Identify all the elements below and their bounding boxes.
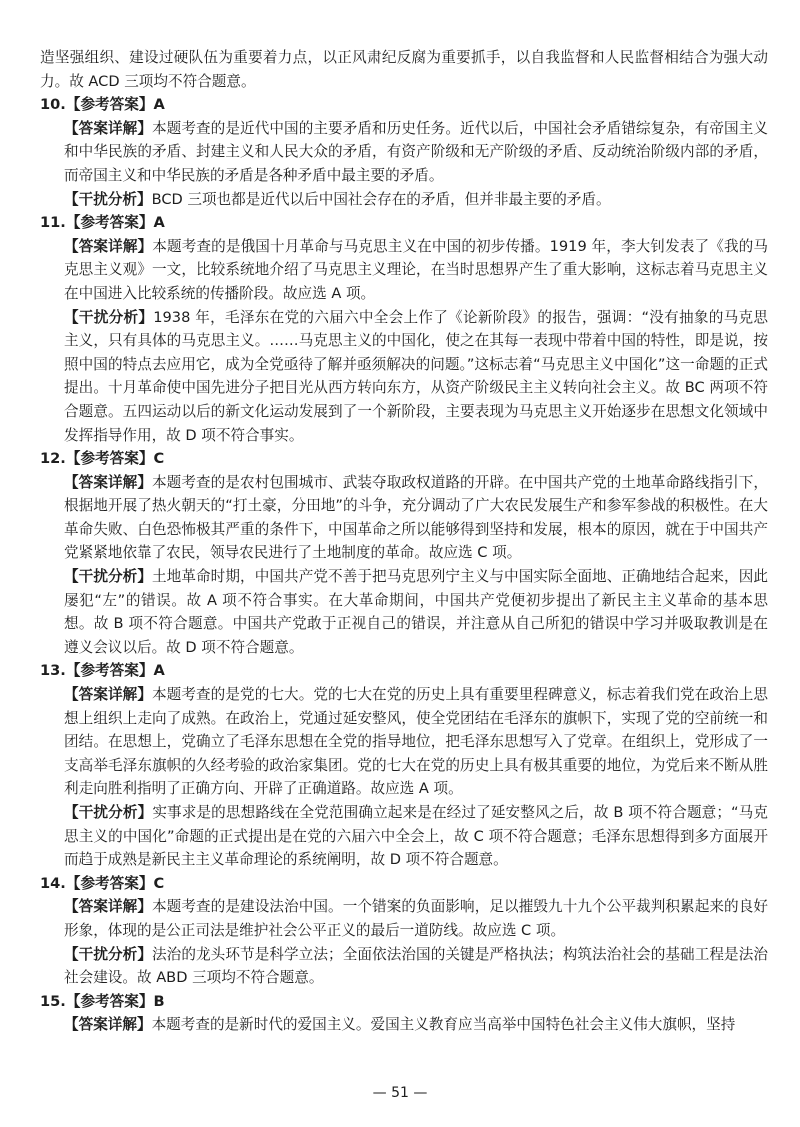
question-11: [40, 211, 768, 447]
detail-label: 【答案详解】: [64, 473, 153, 491]
answer-line: [40, 211, 768, 235]
answer-value: A: [153, 96, 165, 114]
detail-paragraph: [40, 471, 768, 565]
page-number: — 51 —: [372, 1085, 428, 1101]
detail-text: 本题考查的是俄国十月革命与马克思主义在中国的初步传播。1919 年，李大钊发表了《我的马克思主义观》一文，比较系统地介绍了马克思主义理论，在当时思想界产生了重大影响，这标志着马克思主义在中国进入比较系统的传播阶段。故应选 A 项。: [64, 237, 768, 302]
distract-text: 法治的龙头环节是科学立法；全面依法治国的关键是严格执法；构筑法治社会的基础工程是法治社会建设。故 ABD 三项均不符合题意。: [64, 945, 768, 987]
detail-text: 本题考查的是党的七大。党的七大在党的历史上具有重要里程碑意义，标志着我们党在政治上思想上组织上走向了成熟。在政治上，党通过延安整风，使全党团结在毛泽东的旗帜下，实现了党的空前统一和团结。在思想上，党确立了毛泽东思想在全党的指导地位，把毛泽东思想写入了党章。在组织上，党形成了一支高举毛泽东旗帜的久经考验的政治家集团。党的七大在党的历史上具有极其重要的地位，为党后来不断从胜利走向胜利指明了正确方向、开辟了正确道路。故应选 A 项。: [64, 686, 768, 798]
question-14: [40, 872, 768, 990]
question-12: [40, 447, 768, 659]
question-number: 14.: [40, 874, 66, 892]
distract-paragraph: [40, 565, 768, 659]
answer-label: 【参考答案】: [65, 992, 154, 1010]
answer-label: 【参考答案】: [65, 96, 154, 114]
distract-paragraph: [40, 943, 768, 990]
detail-paragraph: [40, 683, 768, 801]
question-number: 11.: [40, 214, 66, 232]
question-10: [40, 93, 768, 211]
answer-value: A: [153, 214, 165, 232]
detail-text: 本题考查的是近代中国的主要矛盾和历史任务。近代以后，中国社会矛盾错综复杂，有帝国主义和中华民族的矛盾、封建主义和人民大众的矛盾，有资产阶级和无产阶级的矛盾、反动统治阶级内部的矛盾，而帝国主义和中华民族的矛盾是各种矛盾中最主要的矛盾。: [64, 119, 768, 184]
answer-line: [40, 447, 768, 471]
answer-line: [40, 659, 768, 683]
answer-line: [40, 990, 768, 1014]
detail-paragraph: [40, 1013, 768, 1037]
answer-value: B: [153, 992, 165, 1010]
answer-value: C: [153, 450, 165, 468]
detail-label: 【答案详解】: [64, 237, 153, 255]
distract-text: BCD 三项也都是近代以后中国社会存在的矛盾，但并非最主要的矛盾。: [151, 190, 611, 208]
question-15: [40, 990, 768, 1037]
distract-paragraph: [40, 306, 768, 448]
question-13: [40, 659, 768, 871]
detail-label: 【答案详解】: [64, 686, 153, 704]
answer-line: [40, 872, 768, 896]
detail-text: 本题考查的是新时代的爱国主义。爱国主义教育应当高举中国特色社会主义伟大旗帜，坚持: [151, 1016, 736, 1034]
answer-value: A: [153, 662, 165, 680]
answer-label: 【参考答案】: [65, 662, 154, 680]
question-number: 13.: [40, 662, 66, 680]
continuation-paragraph: 造坚强组织、建设过硬队伍为重要着力点，以正风肃纪反腐为重要抓手，以自我监督和人民监督相结合为强大动力。故 ACD 三项均不符合题意。: [40, 49, 768, 90]
distract-label: 【干扰分析】: [64, 568, 153, 586]
page-content: [40, 46, 768, 1037]
question-number: 10.: [40, 96, 66, 114]
detail-label: 【答案详解】: [64, 898, 153, 916]
distract-label: 【干扰分析】: [64, 190, 152, 208]
answer-value: C: [153, 874, 165, 892]
distract-text: 土地革命时期，中国共产党不善于把马克思列宁主义与中国实际全面地、正确地结合起来，因此屡犯“左”的错误。故 A 项不符合事实。在大革命期间，中国共产党便初步提出了新民主主义革命的基本思想。故 B 项不符合题意。中国共产党敢于正视自己的错误，并注意从自己所犯的错误中学习并吸取教训是在遵义会议以后。故 D 项不符合题意。: [64, 568, 768, 656]
detail-paragraph: [40, 117, 768, 188]
distract-label: 【干扰分析】: [64, 804, 153, 821]
question-number: 12.: [40, 450, 66, 468]
detail-paragraph: [40, 895, 768, 942]
detail-paragraph: [40, 235, 768, 306]
answer-label: 【参考答案】: [65, 874, 154, 892]
distract-paragraph: [40, 801, 768, 872]
detail-label: 【答案详解】: [64, 1016, 152, 1034]
answer-label: 【参考答案】: [65, 450, 154, 468]
distract-label: 【干扰分析】: [64, 945, 153, 963]
distract-text: 1938 年，毛泽东在党的六届六中全会上作了《论新阶段》的报告，强调：“没有抽象的马克思主义，只有具体的马克思主义。……马克思主义的中国化，使之在其每一表现中带着中国的特性，即是说，按照中国的特点去应用它，成为全党亟待了解并亟须解决的问题。”这标志着“马克思主义中国化”这一命题的正式提出。十月革命使中国先进分子把目光从西方转向东方，从资产阶级民主主义转向社会主义。故 BC 两项不符合题意。五四运动以后的新文化运动发展到了一个新阶段，主要表现为马克思主义开始逐步在思想文化领域中发挥指导作用，故 D 项不符合事实。: [64, 308, 768, 444]
answer-label: 【参考答案】: [65, 214, 154, 232]
detail-label: 【答案详解】: [64, 119, 153, 137]
detail-text: 本题考查的是农村包围城市、武装夺取政权道路的开辟。在中国共产党的土地革命路线指引下，根据地开展了热火朝天的“打土豪，分田地”的斗争，充分调动了广大农民发展生产和参军参战的积极性。在大革命失败、白色恐怖极其严重的条件下，中国革命之所以能够得到坚持和发展，根本的原因，就在于中国共产党紧紧地依靠了农民，领导农民进行了土地制度的革命。故应选 C 项。: [64, 473, 768, 562]
distract-paragraph: [40, 188, 768, 212]
distract-text: 实事求是的思想路线在全党范围确立起来是在经过了延安整风之后，故 B 项不符合题意；“马克思主义的中国化”命题的正式提出是在党的六届六中全会上，故 C 项不符合题意；毛泽东思想得到多方面展开而趋于成熟是新民主主义革命理论的系统阐明，故 D 项不符合题意。: [64, 804, 768, 869]
distract-label: 【干扰分析】: [64, 308, 154, 326]
detail-text: 本题考查的是建设法治中国。一个错案的负面影响，足以摧毁九十九个公平裁判积累起来的良好形象，体现的是公正司法是维护社会公平正义的最后一道防线。故应选 C 项。: [64, 898, 768, 939]
question-number: 15.: [40, 992, 66, 1010]
answer-line: [40, 93, 768, 117]
